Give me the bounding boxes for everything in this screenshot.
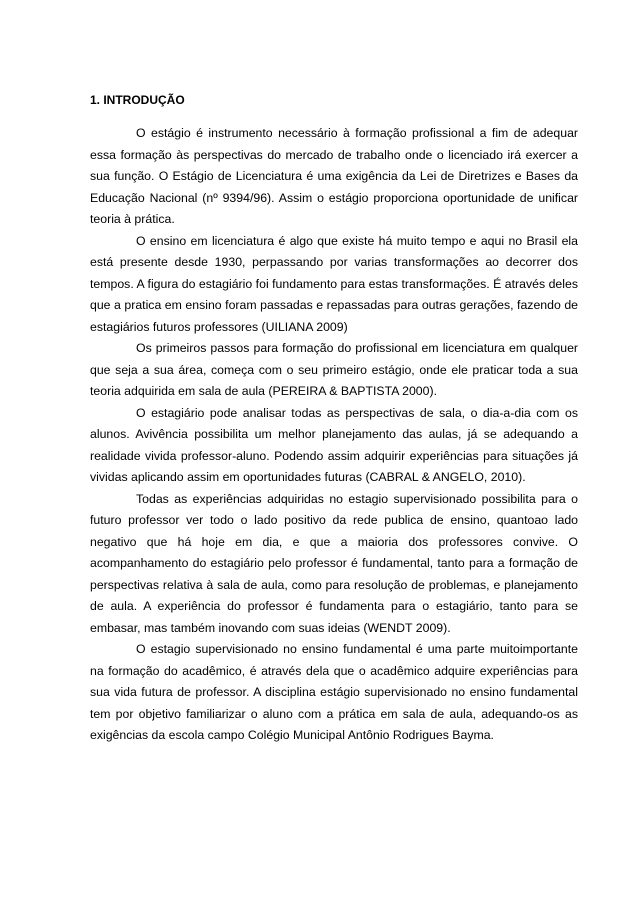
body-text — [90, 123, 578, 747]
paragraph: O estagio supervisionado no ensino fundamental é uma parte muitoimportante na formação do acadêmico, é através dela que o acadêmico adquire experiências para sua vida futura de professor. A disciplina estágio supervisionado no ensino fundamental tem por objetivo familiarizar o aluno com a prática em sala de aula, adequando-os as exigências da escola campo Colégio Municipal Antônio Rodrigues Bayma. — [90, 642, 578, 742]
paragraph: O estagiário pode analisar todas as perspectivas de sala, o dia-a-dia com os alunos. Avivência possibilita um melhor planejamento das aulas, já se adequando a realidade vivida professor-aluno. Podendo assim adquirir experiências para situações já vividas aplicando assim em oportunidades futuras (CABRAL & ANGELO, 2010). — [90, 405, 578, 484]
section-heading: 1. INTRODUÇÃO — [90, 93, 185, 107]
paragraph: O estágio é instrumento necessário à formação profissional a fim de adequar essa formação às perspectivas do mercado de trabalho onde o licenciado irá exercer a sua função. O Estágio de Licenciatura é uma exigência da Lei de Diretrizes e Bases da Educação Nacional (nº 9394/96). Assim o estágio proporciona oportunidade de unificar teoria à prática. — [90, 126, 578, 226]
paragraph: Todas as experiências adquiridas no estagio supervisionado possibilita para o futuro professor ver todo o lado positivo da rede publica de ensino, quantoao lado negativo que há hoje em dia, e que a maioria dos professores convive. O acompanhamento do estagiário pelo professor é fundamental, tanto para a formação de perspectivas relativa à sala de aula, como para resolução de problemas, e planejamento de aula. A experiência do professor é fundamenta para o estagiário, tanto para se embasar, mas também inovando com suas ideias (WENDT 2009). — [90, 491, 578, 635]
paragraph: O ensino em licenciatura é algo que existe há muito tempo e aqui no Brasil ela está presente desde 1930, perpassando por varias transformações ao decorrer dos tempos. A figura do estagiário foi fundamento para estas transformações. É através deles que a pratica em ensino foram passadas e repassadas para outras gerações, fazendo de estagiários futuros professores (UILIANA 2009) — [90, 233, 578, 334]
paragraph: Os primeiros passos para formação do profissional em licenciatura em qualquer que seja a sua área, começa com o seu primeiro estágio, onde ele praticar toda a sua teoria adquirida em sala de aula (PEREIRA & BAPTISTA 2000). — [90, 341, 578, 398]
